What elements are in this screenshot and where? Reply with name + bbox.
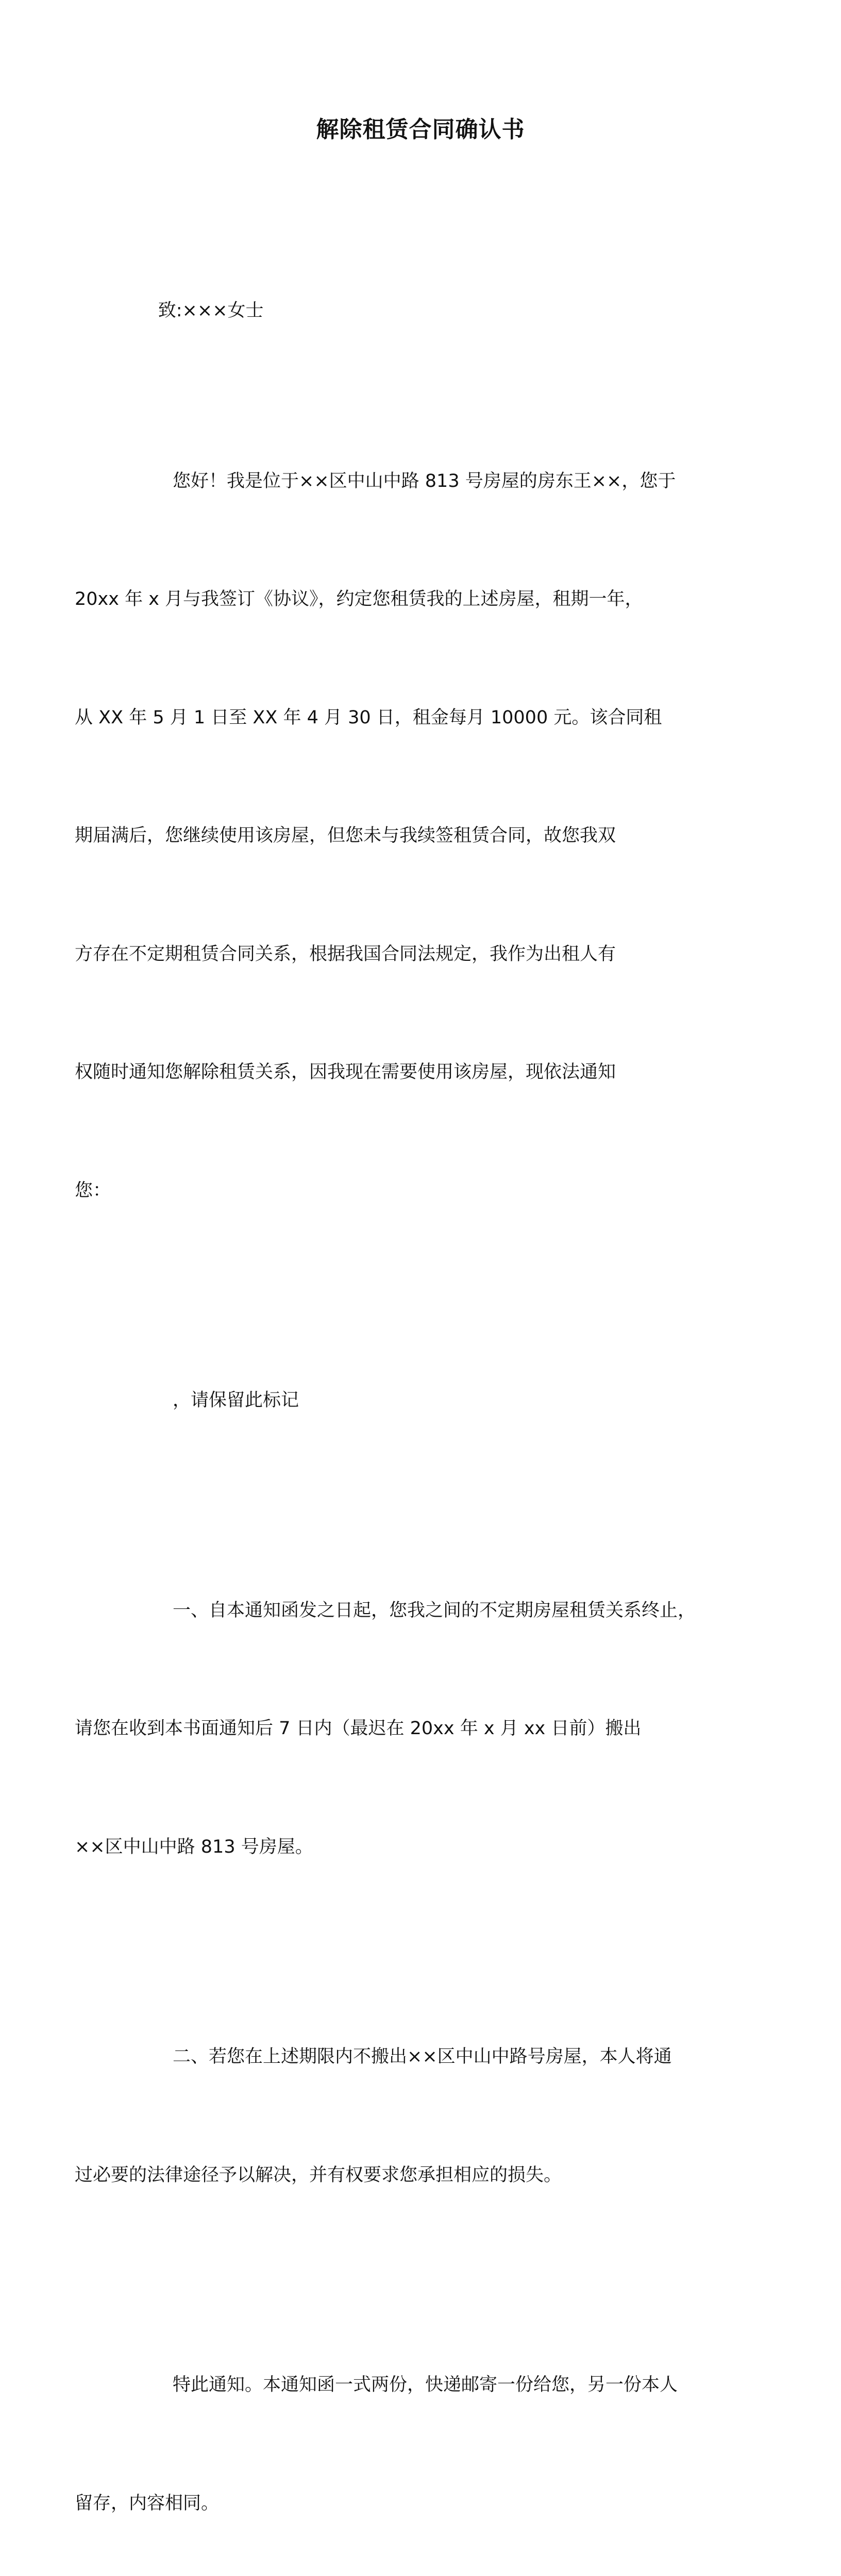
paragraph-line: ××区中山中路 813 号房屋。 bbox=[75, 1836, 313, 1857]
paragraph-line: 二、若您在上述期限内不搬出××区中山中路号房屋，本人将通 bbox=[173, 2046, 672, 2067]
paragraph-line: 您： bbox=[75, 1180, 111, 1201]
paragraph-line: 从 XX 年 5 月 1 日至 XX 年 4 月 30 日，租金每月 10000 元。该合同租 bbox=[75, 707, 662, 728]
document-body bbox=[75, 251, 726, 2576]
paragraph-line: 您好！我是位于××区中山中路 813 号房屋的房东王××，您于 bbox=[173, 470, 676, 492]
paragraph-clause-two bbox=[75, 1958, 726, 2274]
paragraph-mark-note bbox=[124, 1302, 726, 1499]
salutation bbox=[124, 251, 726, 370]
paragraph-line: 一、自本通知函发之日起，您我之间的不定期房屋租赁关系终止， bbox=[173, 1600, 696, 1621]
paragraph-line: 特此通知。本通知函一式两份，快递邮寄一份给您，另一份本人 bbox=[173, 2375, 678, 2395]
paragraph-line: 期届满后，您继续使用该房屋，但您未与我续签租赁合同，故您我双 bbox=[75, 825, 616, 846]
salutation-text: 致:×××女士 bbox=[158, 300, 264, 321]
paragraph-line: 权随时通知您解除租赁关系，因我现在需要使用该房屋，现依法通知 bbox=[75, 1062, 616, 1082]
paragraph-line: 方存在不定期租赁合同关系，根据我国合同法规定，我作为出租人有 bbox=[75, 943, 616, 964]
paragraph-clause-one bbox=[75, 1512, 726, 1946]
paragraph-closing bbox=[75, 2286, 726, 2576]
paragraph-line: 过必要的法律途径予以解决，并有权要求您承担相应的损失。 bbox=[75, 2164, 562, 2185]
document-title: 解除租赁合同确认书 bbox=[316, 116, 525, 143]
paragraph-line: 20xx 年 x 月与我签订《协议》，约定您租赁我的上述房屋，租期一年， bbox=[75, 589, 643, 609]
paragraph-line: 请您在收到本书面通知后 7 日内（最迟在 20xx 年 x 月 xx 日前）搬出 bbox=[75, 1718, 642, 1739]
paragraph-line: 留存，内容相同。 bbox=[75, 2493, 220, 2514]
paragraph-greeting bbox=[75, 383, 726, 1290]
paragraph-line: ，请保留此标记 bbox=[173, 1390, 299, 1411]
